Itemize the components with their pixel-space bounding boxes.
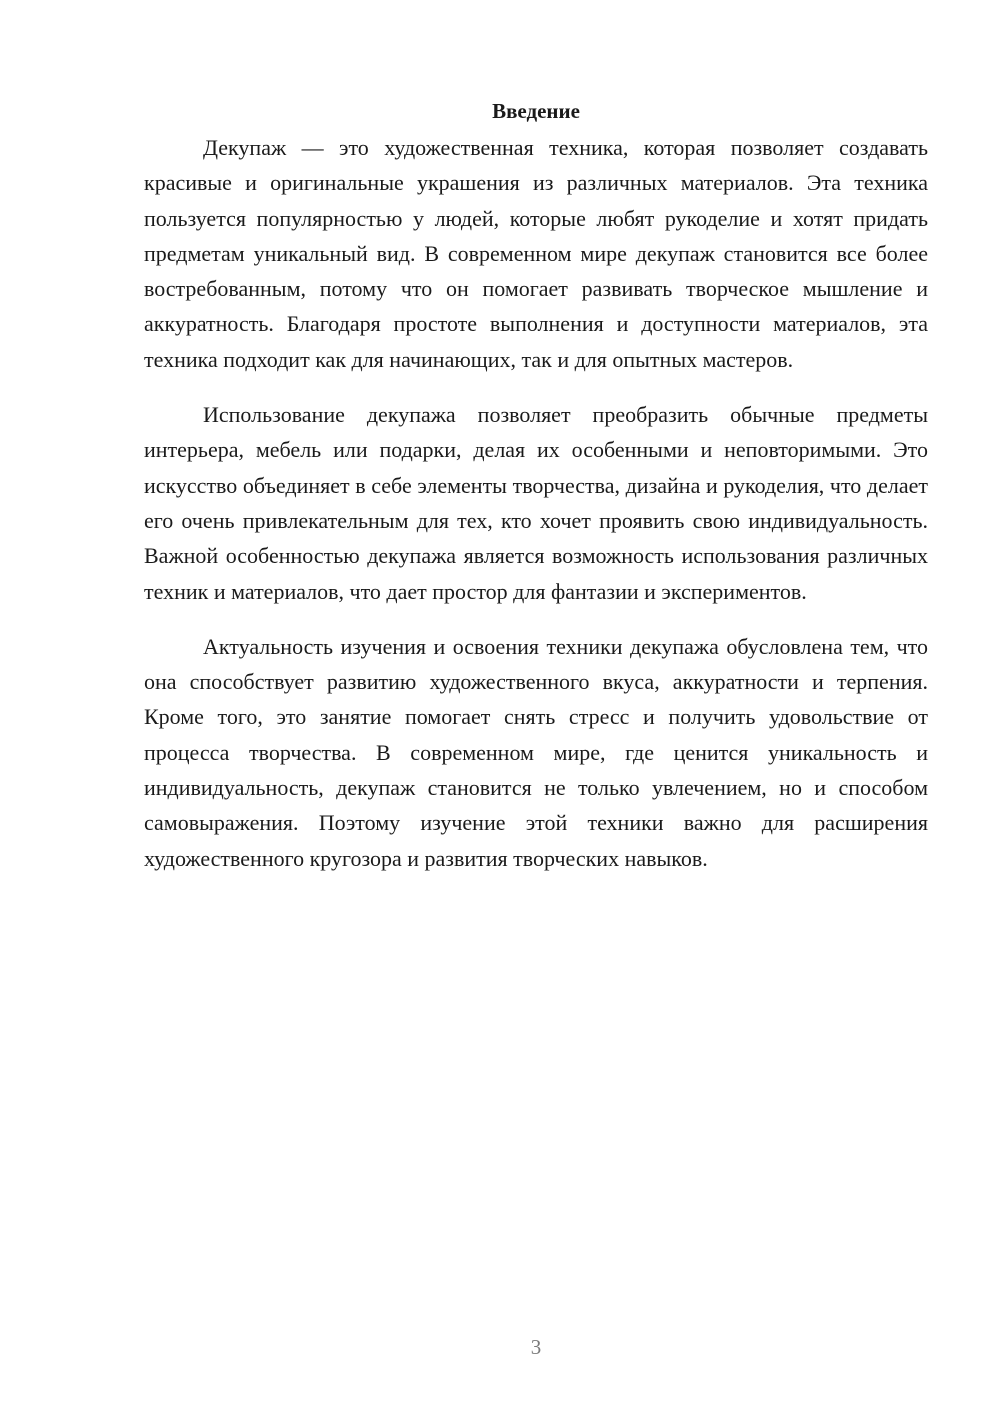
section-title: Введение — [492, 99, 580, 123]
page-content — [144, 95, 928, 896]
page-number: 3 — [530, 1335, 542, 1359]
paragraph-3: Актуальность изучения и освоения техники декупажа обусловлена тем, что она способствует развитию художественного вкуса, аккуратности и терпения. Кроме того, это занятие помогает снять стресс и получить удовольствие от процесса творчества. В современном мире, где ценится уникальность и индивидуальность, декупаж становится не только увлечением, но и способом самовыражения. Поэтому изучение этой техники важно для расширения художественного кругозора и развития творческих навыков. — [144, 633, 928, 871]
paragraph-2: Использование декупажа позволяет преобразить обычные предметы интерьера, мебель или подарки, делая их особенными и неповторимыми. Это искусство объединяет в себе элементы творчества, дизайна и рукоделия, что делает его очень привлекательным для тех, кто хочет проявить свою индивидуальность. Важной особенностью декупажа является возможность использования различных техник и материалов, что дает простор для фантазии и экспериментов. — [144, 402, 928, 604]
paragraph-1: Декупаж — это художественная техника, которая позволяет создавать красивые и оригинальные украшения из различных материалов. Эта техника пользуется популярностью у людей, которые любят рукоделие и хотят придать предметам уникальный вид. В современном мире декупаж становится все более востребованным, потому что он помогает развивать творческое мышление и аккуратность. Благодаря простоте выполнения и доступности материалов, эта техника подходит как для начинающих, так и для опытных мастеров. — [144, 135, 928, 372]
